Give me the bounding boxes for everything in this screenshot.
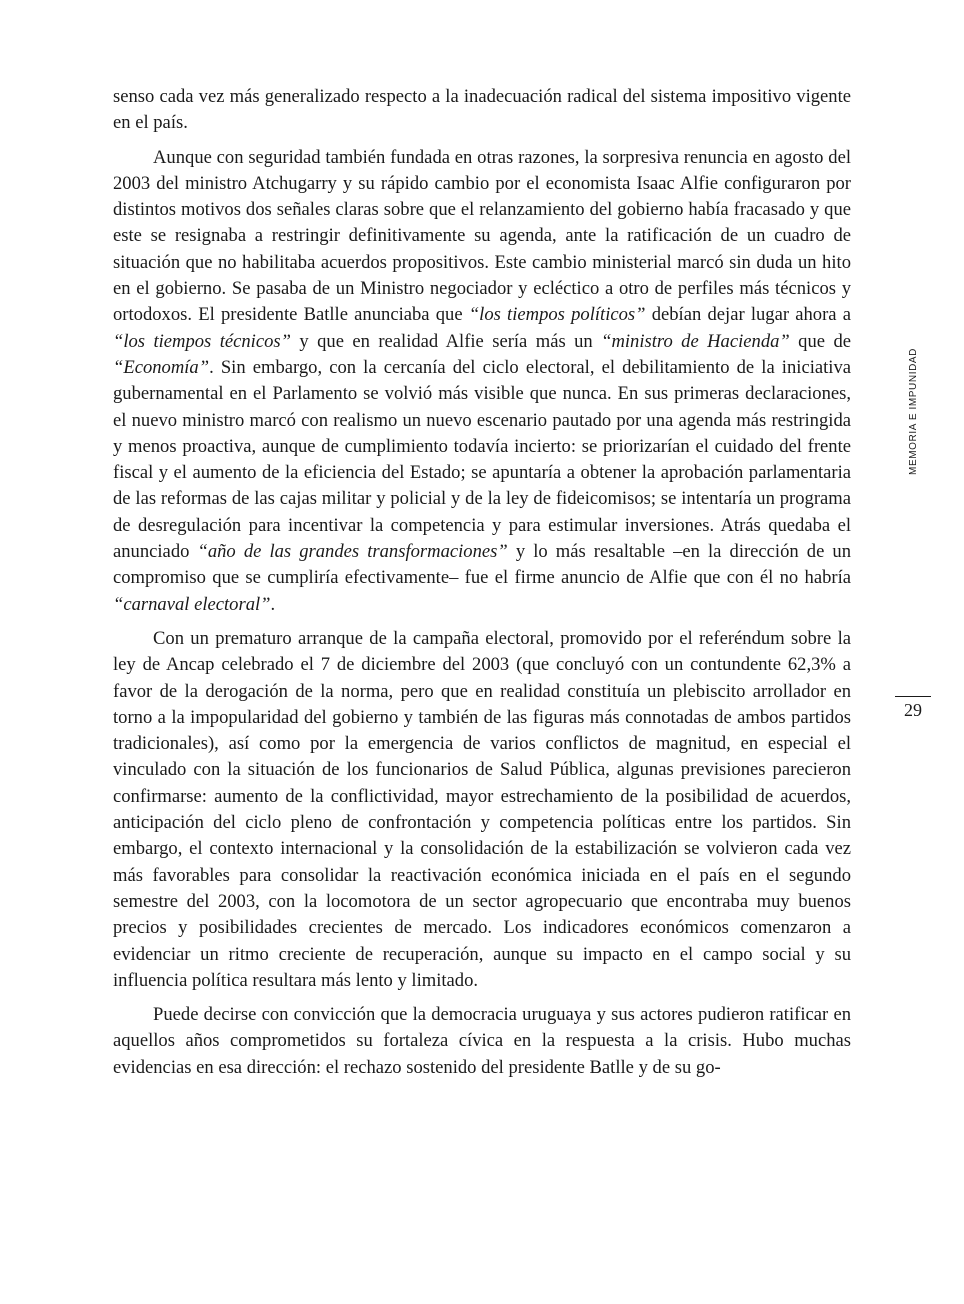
paragraph-2-text: debían dejar lugar ahora a [645,304,851,326]
body-text [113,84,851,1089]
paragraph-2-text: y lo más resaltable –en la dirección de un compromiso que se cumpliría efectivamente– fue el firme anuncio de Alfie que con él no habría [113,541,852,589]
page-number-rule [895,696,931,697]
quote-tiempos-politicos: “los tiempos políticos” [468,304,646,326]
paragraph-2-text: Aunque con seguridad también fundada en otras razones, la sorpresiva renuncia en agosto del 2003 del ministro Atchugarry y su rápido cambio por el economista Isaac Alfie configuraron por distintos motivos dos señales claras sobre que el relanzamiento del gobierno había fracasado y que este se resignaba a restringir definitivamente su agenda, ante la ratificación de un cuadro de situación que no habilitaba acuerdos propositivos. Este cambio ministerial marcó sin duda un hito en el gobierno. Se pasaba de un Ministro negociador y ecléctico a otro de perfiles más técnicos y ortodoxos. El presidente Batlle anunciaba que [113,146,851,326]
running-title-text: MEMORIA E IMPUNIDAD [907,347,919,475]
quote-tiempos-tecnicos: “los tiempos técnicos” [113,330,291,352]
paragraph-3: Con un prematuro arranque de la campaña electoral, promovido por el referéndum sobre la ley de Ancap celebrado el 7 de diciembre del 2003 (que concluyó con un contundente 62,3% a favor de la derogación de la norma, pero que en realidad constituía un plebiscito arrollador en torno a la impopularidad del gobierno y también de las figuras más connotadas de ambos partidos tradicionales), así como por la emergencia de varios conflictos de magnitud, en especial el vinculado con la situación de los funcionarios de Salud Pública, algunas previsiones parecieron confirmarse: aumento de la conflictividad, mayor estrechamiento de la posibilidad de acuerdos, anticipación del ciclo pleno de confrontación y competencia políticas entre los partidos. Sin embargo, el contexto internacional y la consolidación de la estabilización se volvieron cada vez más favorables para consolidar la reactivación económica iniciada en el país en el segundo semestre del 2003, con la locomotora de un sector agropecuario que encontraba muy buenos precios y posibilidades crecientes de mercado. Los indicadores económicos comenzaron a evidenciar un ritmo creciente de recuperación, aunque su impacto en el campo social y su influencia política resultara más lento y limitado. [113,627,851,991]
paragraph-2-text: . [270,593,276,615]
quote-economia: “Economía” [113,356,210,378]
paragraph-2 [113,145,851,618]
paragraph-2-text: y que en realidad Alfie sería más un [290,330,602,352]
paragraph-2-text: . Sin embargo, con la cercanía del ciclo electoral, el debilitamiento de la iniciativa gubernamental en el Parlamento se volvió más visible que nunca. En sus primeras declaraciones, el nuevo ministro marcó con realismo un nuevo escenario pautado por una agenda más restringida y menos proactiva, aunque de cumplimiento todavía incierto: se priorizarían el cuidado del frente fiscal y el aumento de la eficiencia del Estado; se apuntaría a obtener la aprobación parlamentaria de las reformas de las cajas militar y policial y de la ley de fideicomisos; se intentaría un programa de desregulación para incentivar la competencia y para estimular inversiones. Atrás quedaba el anunciado [113,356,851,563]
paragraph-2-text: que de [789,330,851,352]
quote-carnaval-electoral: “carnaval electoral” [113,593,271,615]
quote-ministro-hacienda: “ministro de Hacienda” [601,330,790,352]
running-title [903,336,923,486]
page-number: 29 [904,700,922,720]
paragraph-4: Puede decirse con convicción que la democracia uruguaya y sus actores pudieron ratificar en aquellos años comprometidos su fortaleza cívica en la respuesta a la crisis. Hubo muchas evidencias en esa dirección: el rechazo sostenido del presidente Batlle y de su go- [113,1004,851,1078]
quote-grandes-transformaciones: “año de las grandes transformaciones” [197,541,508,563]
paragraph-1: senso cada vez más generalizado respecto a la inadecuación radical del sistema impositivo vigente en el país. [113,86,851,134]
